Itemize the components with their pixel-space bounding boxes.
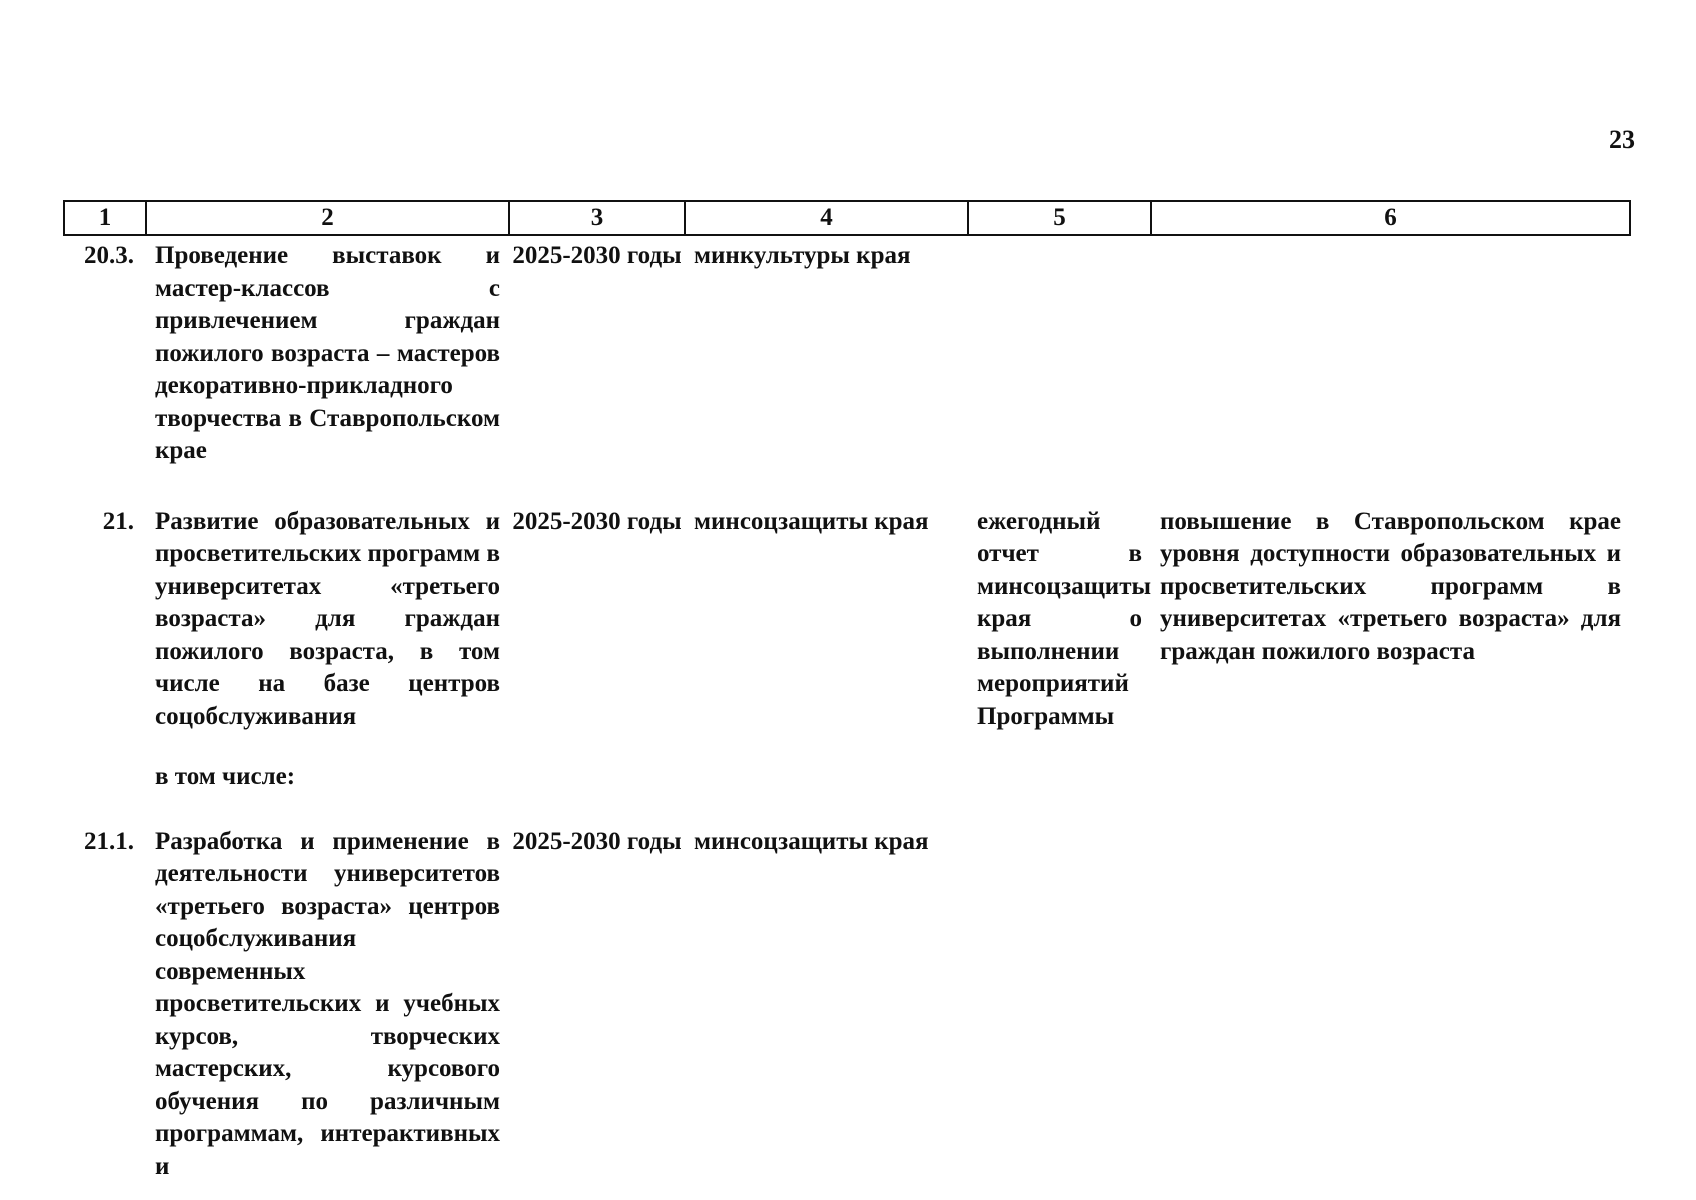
table-body bbox=[64, 235, 1630, 1183]
expected-result: повышение в Ставропольском крае уровня доступности образовательных и просветительских программ в университетах «третьего возраста» для граждан пожилого возраста bbox=[1160, 507, 1621, 665]
period-years bbox=[509, 761, 685, 822]
executor: минкультуры края bbox=[694, 242, 911, 269]
report-form bbox=[968, 822, 1151, 1184]
table-row bbox=[64, 822, 1630, 1184]
report-form bbox=[968, 235, 1151, 502]
page-number: 23 bbox=[1609, 125, 1635, 154]
header-col-2: 2 bbox=[146, 201, 509, 235]
row-number bbox=[64, 761, 146, 822]
measure-title: Проведение выставок и мастер-классов с привлечением граждан пожилого возраста – мастеров декоративно-прикладного творчества в Ставропольском крае bbox=[155, 242, 500, 464]
header-row bbox=[64, 201, 1630, 235]
row-number: 21.1. bbox=[84, 827, 134, 855]
subsection-label: в том числе: bbox=[155, 763, 296, 790]
expected-result bbox=[1151, 761, 1630, 822]
report-form: ежегодный отчет в минсоцзащиты края о выполнении мероприятий Программы bbox=[977, 507, 1151, 730]
header-col-3: 3 bbox=[509, 201, 685, 235]
period-years: 2025-2030 годы bbox=[512, 507, 682, 535]
row-number: 20.3. bbox=[84, 242, 134, 269]
header-col-1: 1 bbox=[64, 201, 146, 235]
header-col-5: 5 bbox=[968, 201, 1151, 235]
row-number: 21. bbox=[102, 507, 134, 535]
measure-title: Разработка и применение в деятельности университетов «третьего возраста» центров соцобслуживания современных просветительских и учебных курсов, творческих мастерских, курсового обучения по различным программам, интерактивных и bbox=[155, 827, 500, 1180]
measure-title: Развитие образовательных и просветительских программ в университетах «третьего возраста» для граждан пожилого возраста, в том числе на базе центров соцобслуживания bbox=[155, 507, 500, 730]
header-col-6: 6 bbox=[1151, 201, 1630, 235]
expected-result bbox=[1151, 822, 1630, 1184]
executor: минсоцзащиты края bbox=[694, 507, 929, 535]
table-header bbox=[64, 201, 1630, 235]
table-row bbox=[64, 502, 1630, 762]
report-form bbox=[968, 761, 1151, 822]
table-row bbox=[64, 235, 1630, 502]
table-row bbox=[64, 761, 1630, 822]
expected-result bbox=[1151, 235, 1630, 502]
header-col-4: 4 bbox=[685, 201, 968, 235]
period-years: 2025-2030 годы bbox=[512, 242, 682, 269]
period-years: 2025-2030 годы bbox=[512, 827, 682, 855]
executor: минсоцзащиты края bbox=[694, 827, 929, 855]
measures-table bbox=[63, 200, 1631, 1183]
executor bbox=[685, 761, 968, 822]
